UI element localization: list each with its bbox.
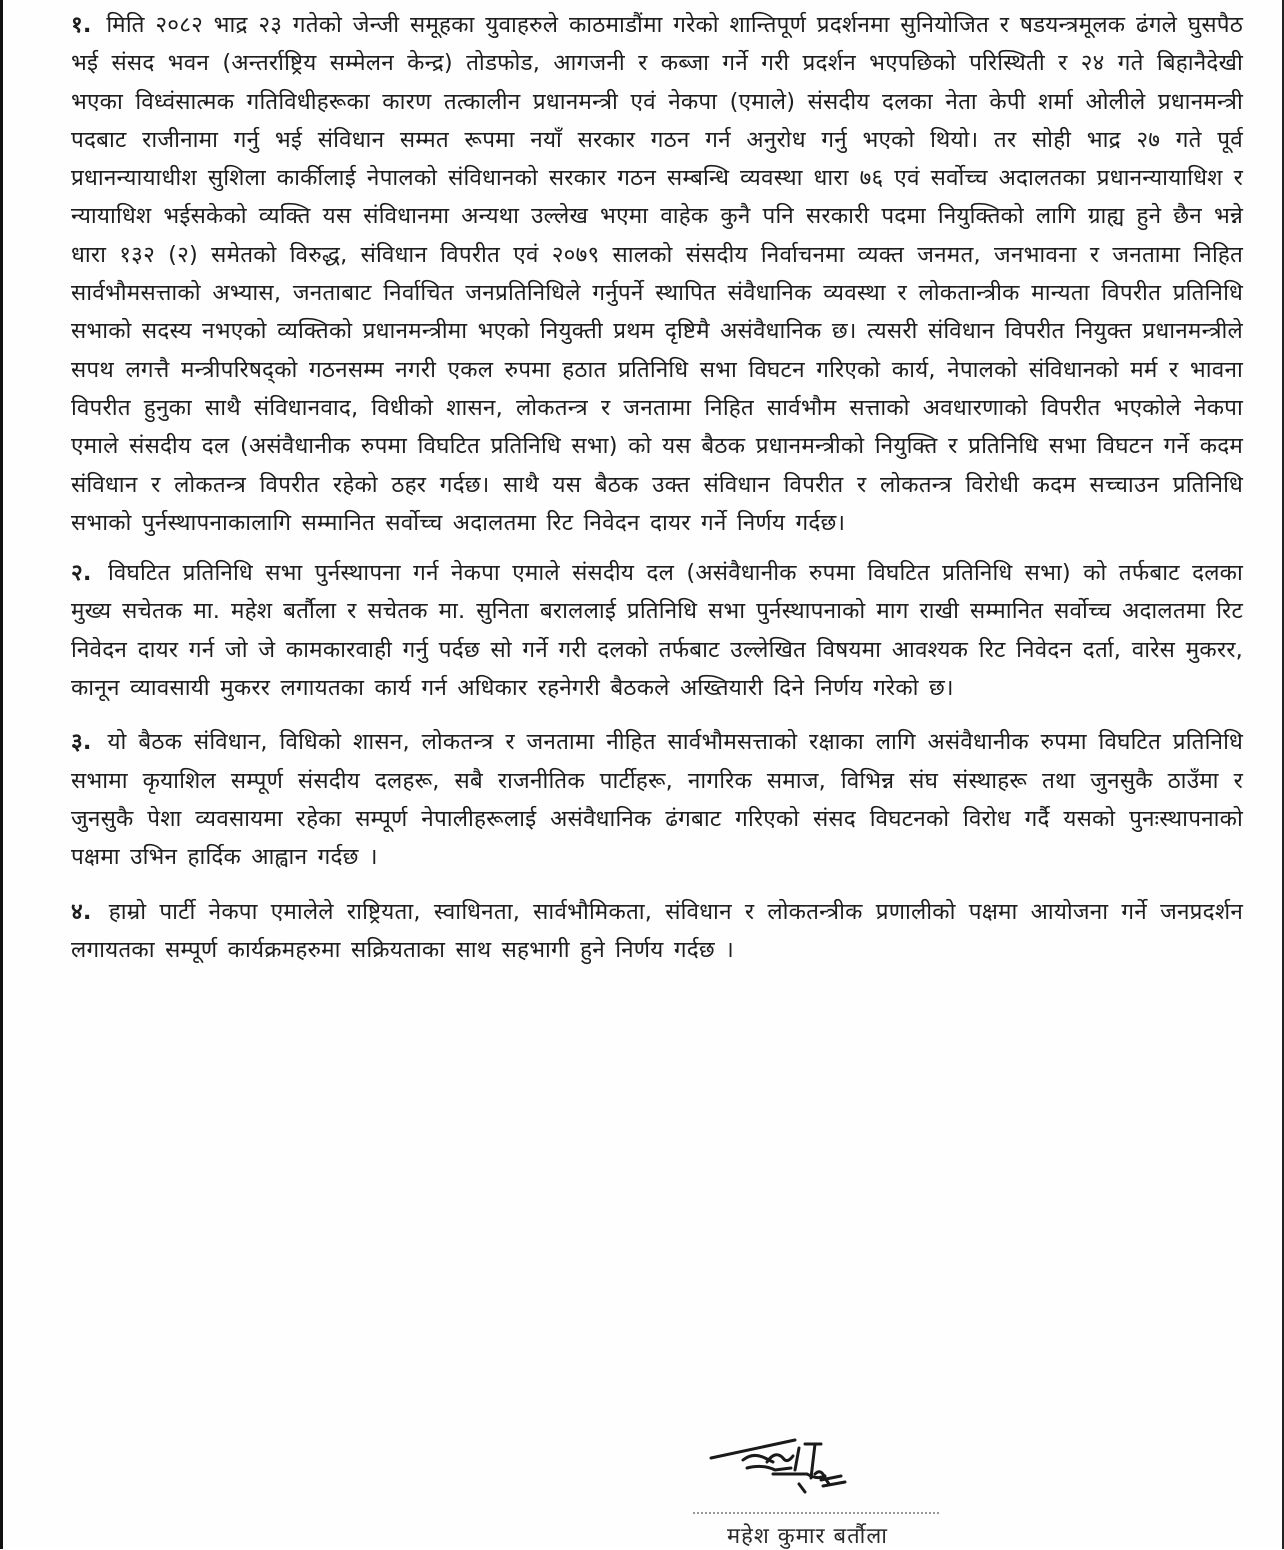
document-body bbox=[71, 6, 1243, 987]
resolution-paragraph-3 bbox=[71, 723, 1243, 876]
paragraph-text: मिति २०८२ भाद्र २३ गतेको जेन्जी समूहका युवाहरुले काठमाडौंमा गरेको शान्तिपूर्ण प्रदर्शनमा सुनियोजित र षडयन्त्रमूलक ढंगले घुसपैठ भई संसद भवन (अन्तर्राष्ट्रिय सम्मेलन केन्द्र) तोडफोड, आगजनी र कब्जा गर्ने गरी प्रदर्शन भएपछिको परिस्थिती र २४ गते बिहानैदेखी भएका विध्वंसात्मक गतिविधीहरूका कारण तत्कालीन प्रधानमन्त्री एवं नेकपा (एमाले) संसदीय दलका नेता केपी शर्मा ओलीले प्रधानमन्त्री पदबाट राजीनामा गर्नु भई संविधान सम्मत रूपमा नयाँ सरकार गठन गर्न अनुरोध गर्नु भएको थियो। तर सोही भाद्र २७ गते पूर्व प्रधानन्यायाधीश सुशिला कार्कीलाई नेपालको संविधानको सरकार गठन सम्बन्धि व्यवस्था धारा ७६ एवं सर्वोच्च अदालतका प्रधानन्यायाधिश र न्यायाधिश भईसकेको व्यक्ति यस संविधानमा अन्यथा उल्लेख भएमा वाहेक कुनै पनि सरकारी पदमा नियुक्तिको लागि ग्राह्य हुने छैन भन्ने धारा १३२ (२) समेतको विरुद्ध, संविधान विपरीत एवं २०७९ सालको संसदीय निर्वाचनमा व्यक्त जनमत, जनभावना र जनतामा निहित सार्वभौमसत्ताको अभ्यास, जनताबाट निर्वाचित जनप्रतिनिधिले गर्नुपर्ने स्थापित संवैधानिक व्यवस्था र लोकतान्त्रीक मान्यता विपरीत प्रतिनिधि सभाको सदस्य नभएको व्यक्तिको प्रधानमन्त्रीमा भएको नियुक्ती प्रथम दृष्टिमै असंवैधानिक छ। त्यसरी संविधान विपरीत नियुक्त प्रधानमन्त्रीले सपथ लगत्तै मन्त्रीपरिषद्को गठनसम्म नगरी एकल रुपमा हठात प्रतिनिधि सभा विघटन गरिएको कार्य, नेपालको संविधानको मर्म र भावना विपरीत हुनुका साथै संविधानवाद, विधीको शासन, लोकतन्त्र र जनतामा निहित सार्वभौम सत्ताको अवधारणाको विपरीत भएकोले नेकपा एमाले संसदीय दल (असंवैधानीक रुपमा विघटित प्रतिनिधि सभा) को यस बैठक प्रधानमन्त्रीको नियुक्ति र प्रतिनिधि सभा विघटन गर्ने कदम संविधान र लोकतन्त्र विपरीत रहेको ठहर गर्दछ। साथै यस बैठक उक्त संविधान विपरीत र लोकतन्त्र विरोधी कदम सच्चाउन प्रतिनिधि सभाको पुर्नस्थापनाकालागि सम्मानित सर्वोच्च अदालतमा रिट निवेदन दायर गर्ने निर्णय गर्दछ। bbox=[71, 12, 1243, 536]
paragraph-number: १. bbox=[71, 12, 92, 38]
paragraph-text: विघटित प्रतिनिधि सभा पुर्नस्थापना गर्न नेकपा एमाले संसदीय दल (असंवैधानीक रुपमा विघटित प्रतिनिधि सभा) को तर्फबाट दलका मुख्य सचेतक मा. महेश बर्तौला र सचेतक मा. सुनिता बराललाई प्रतिनिधि सभा पुर्नस्थापनाको माग राखी सम्मानित सर्वोच्च अदालतमा रिट निवेदन दायर गर्न जो जे कामकारवाही गर्नु पर्दछ सो गर्ने गरी दलको तर्फबाट उल्लेखित विषयमा आवश्यक रिट निवेदन दर्ता, वारेस मुकरर, कानून व्यावसायी मुकरर लगायतका कार्य गर्न अधिकार रहनेगरी बैठकले अख्तियारी दिने निर्णय गरेको छ। bbox=[71, 560, 1243, 702]
signature-line bbox=[693, 1512, 939, 1514]
paragraph-text: हाम्रो पार्टी नेकपा एमालेले राष्ट्रियता, स्वाधिनता, सार्वभौमिकता, संविधान र लोकतन्त्रीक प्रणालीको पक्षमा आयोजना गर्ने जनप्रदर्शन लगायतका सम्पूर्ण कार्यक्रमहरुमा सक्रियताका साथ सहभागी हुने निर्णय गर्दछ । bbox=[71, 898, 1244, 963]
paragraph-text: यो बैठक संविधान, विधिको शासन, लोकतन्त्र र जनतामा नीहित सार्वभौमसत्ताको रक्षाका लागि असंवैधानीक रुपमा विघटित प्रतिनिधि सभामा कृयाशिल सम्पूर्ण संसदीय दलहरू, सबै राजनीतिक पार्टीहरू, नागरिक समाज, विभिन्न संघ संस्थाहरू तथा जुनसुकै ठाउँमा र जुनसुकै पेशा व्यवसायमा रहेका सम्पूर्ण नेपालीहरूलाई असंवैधानिक ढंगबाट गरिएको संसद विघटनको विरोध गर्दै यसको पुनःस्थापनाको पक्षमा उभिन हार्दिक आह्वान गर्दछ । bbox=[71, 729, 1243, 871]
paragraph-number: ४. bbox=[71, 898, 92, 925]
paragraph-number: २. bbox=[71, 560, 92, 587]
paragraph-number: ३. bbox=[71, 729, 92, 756]
resolution-paragraph-2 bbox=[71, 554, 1243, 707]
signatory-name: महेश कुमार बर्तौला bbox=[727, 1524, 888, 1549]
handwritten-signature-icon bbox=[703, 1418, 863, 1503]
resolution-paragraph-1 bbox=[71, 6, 1243, 542]
signature-block bbox=[693, 1418, 943, 1549]
resolution-paragraph-4 bbox=[71, 893, 1243, 970]
